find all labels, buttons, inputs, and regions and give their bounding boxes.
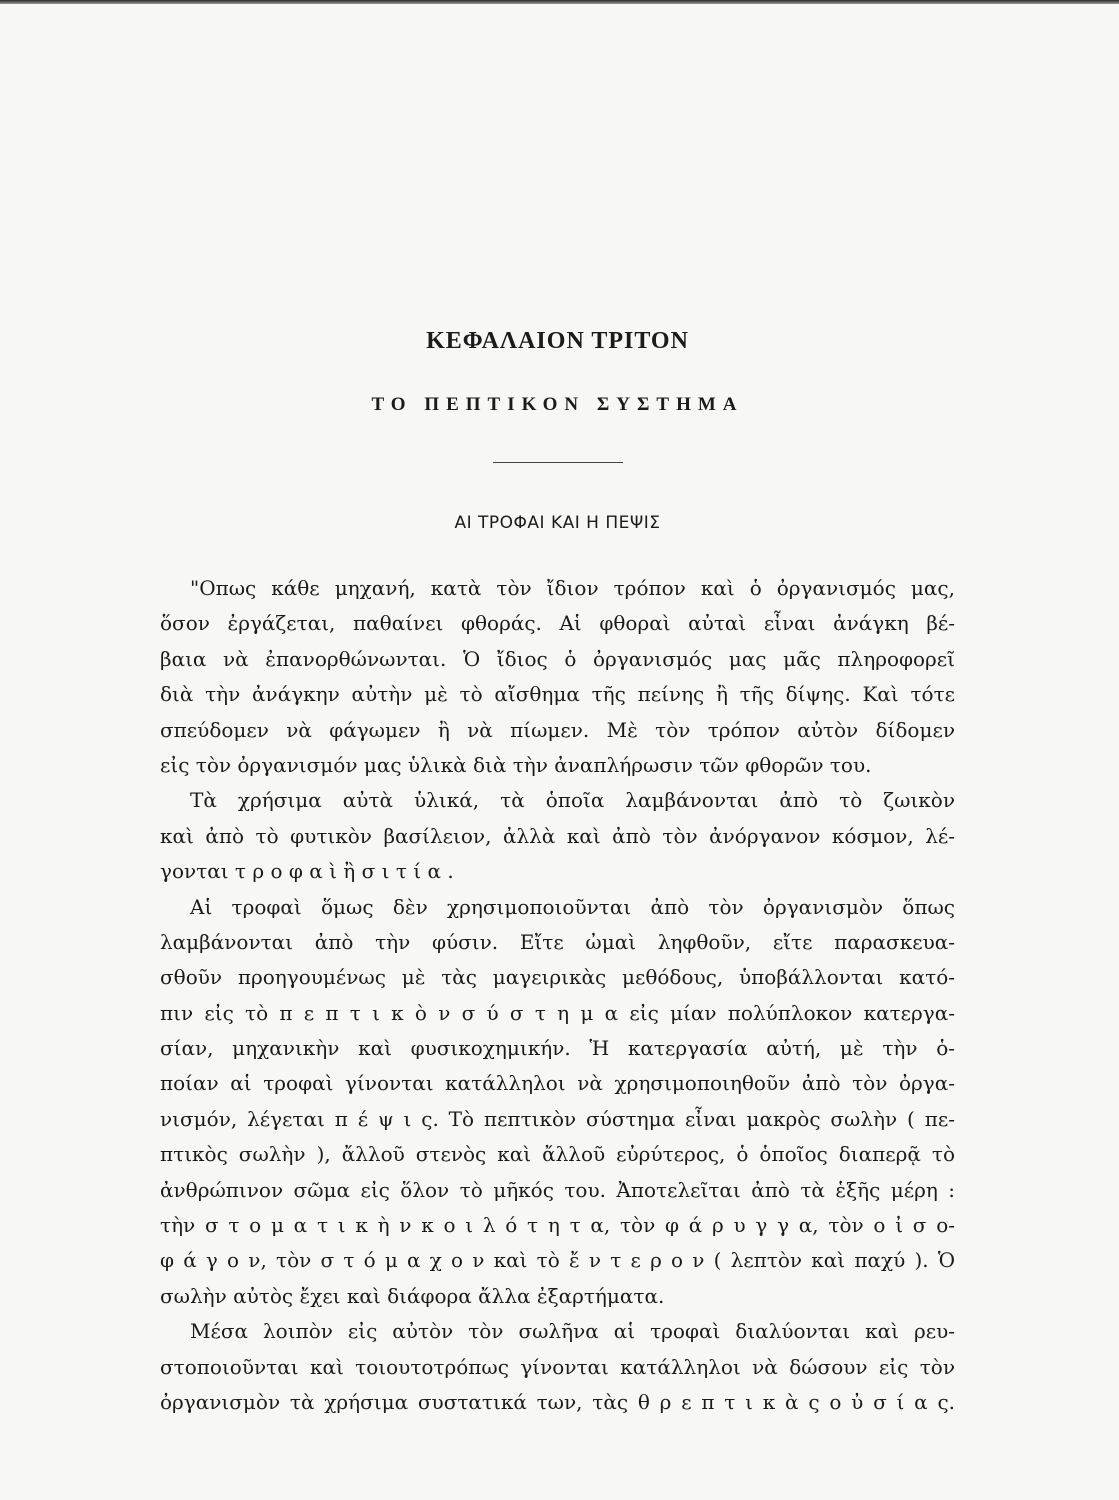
text-line: τὴν σ τ ο μ α τ ι κ ὴ ν κ ο ι λ ό τ η τ α, τὸν φ ά ρ υ γ γ α, τὸν ο ἰ σ ο- [160, 1213, 955, 1238]
divider-rule [493, 462, 623, 463]
chapter-title: ΚΕΦΑΛΑΙΟΝ ΤΡΙΤΟΝ [426, 328, 689, 354]
paragraph [160, 890, 955, 1315]
text-line: στοποιοῦνται καὶ τοιουτοτρόπως γίνονται κατάλληλοι νὰ δώσουν εἰς τὸν [160, 1354, 955, 1379]
text-line: "Οπως κάθε μηχανή, κατὰ τὸν ἴδιον τρόπον καὶ ὁ ὀργανισμός μας, [190, 576, 955, 600]
text-line: Μέσα λοιπὸν εἰς αὐτὸν τὸν σωλῆνα αἱ τροφαὶ διαλύονται καὶ ρευ- [190, 1319, 955, 1344]
text-line: νισμόν, λέγεται π έ ψ ι ς. Τὸ πεπτικὸν σύστημα εἶναι μακρὸς σωλὴν ( πε- [160, 1106, 955, 1131]
text-line: πιν εἰς τὸ π ε π τ ι κ ὸ ν σ ύ σ τ η μ α εἰς μίαν πολύπλοκον κατεργα- [160, 1000, 955, 1025]
text-line: εἰς τὸν ὀργανισμόν μας ὑλικὰ διὰ τὴν ἀναπλήρωσιν τῶν φθορῶν του. [160, 752, 872, 777]
body-text [160, 571, 955, 1420]
text-line: σπεύδομεν νὰ φάγωμεν ἢ νὰ πίωμεν. Μὲ τὸν τρόπον αὐτὸν δίδομεν [160, 717, 955, 742]
text-line: φ ά γ ο ν, τὸν σ τ ό μ α χ ο ν καὶ τὸ ἔ ν τ ε ρ ο ν ( λεπτὸν καὶ παχύ ). Ὁ [160, 1248, 955, 1273]
paragraph [160, 1314, 955, 1420]
section-title: ΤΟ ΠΕΠΤΙΚΟΝ ΣΥΣΤΗΜΑ [371, 394, 744, 415]
text-line: καὶ ἀπὸ τὸ φυτικὸν βασίλειον, ἀλλὰ καὶ ἀπὸ τὸν ἀνόργανον κόσμον, λέ- [160, 823, 955, 848]
text-line: σωλὴν αὐτὸς ἔχει καὶ διάφορα ἄλλα ἐξαρτήματα. [160, 1283, 665, 1308]
text-line: ἀνθρώπινον σῶμα εἰς ὅλον τὸ μῆκός του. Ἀποτελεῖται ἀπὸ τὰ ἑξῆς μέρη : [160, 1177, 955, 1202]
text-line: ὅσον ἐργάζεται, παθαίνει φθοράς. Αἱ φθοραὶ αὐταὶ εἶναι ἀνάγκη βέ- [160, 611, 955, 636]
scan-top-edge [0, 0, 1119, 4]
paragraph [160, 571, 955, 783]
text-line: πτικὸς σωλὴν ), ἄλλοῦ στενὸς καὶ ἄλλοῦ εὐρύτερος, ὁ ὁποῖος διαπερᾷ τὸ [160, 1142, 955, 1167]
subsection-title: ΑΙ ΤΡΟΦΑΙ ΚΑΙ Η ΠΕΨΙΣ [454, 513, 661, 533]
text-line: Αἱ τροφαὶ ὅμως δὲν χρησιμοποιοῦνται ἀπὸ τὸν ὀργανισμὸν ὅπως [190, 894, 955, 919]
text-line: ὀργανισμὸν τὰ χρήσιμα συστατικά των, τὰς θ ρ ε π τ ι κ ὰ ς ο ὐ σ ί α ς. [160, 1389, 955, 1414]
paragraph [160, 783, 955, 889]
book-page [160, 320, 955, 1420]
text-line: σίαν, μηχανικὴν καὶ φυσικοχημικήν. Ἡ κατεργασία αὐτή, μὲ τὴν ὁ- [160, 1036, 955, 1061]
text-line: Τὰ χρήσιμα αὐτὰ ὑλικά, τὰ ὁποῖα λαμβάνονται ἀπὸ τὸ ζωικὸν [190, 788, 955, 813]
text-line: γονται τ ρ ο φ α ὶ ἢ σ ι τ ί α . [160, 859, 454, 884]
text-line: ποίαν αἱ τροφαὶ γίνονται κατάλληλοι νὰ χρησιμοποιηθοῦν ἀπὸ τὸν ὀργα- [160, 1071, 955, 1096]
text-line: σθοῦν προηγουμένως μὲ τὰς μαγειρικὰς μεθόδους, ὑποβάλλονται κατό- [160, 965, 955, 990]
text-line: λαμβάνονται ἀπὸ τὴν φύσιν. Εἴτε ὠμαὶ ληφθοῦν, εἴτε παρασκευα- [160, 929, 955, 954]
text-line: βαια νὰ ἐπανορθώνωνται. Ὁ ἴδιος ὁ ὀργανισμός μας μᾶς πληροφορεῖ [160, 646, 955, 671]
text-line: διὰ τὴν ἀνάγκην αὐτὴν μὲ τὸ αἴσθημα τῆς πείνης ἢ τῆς δίψης. Καὶ τότε [160, 682, 955, 707]
